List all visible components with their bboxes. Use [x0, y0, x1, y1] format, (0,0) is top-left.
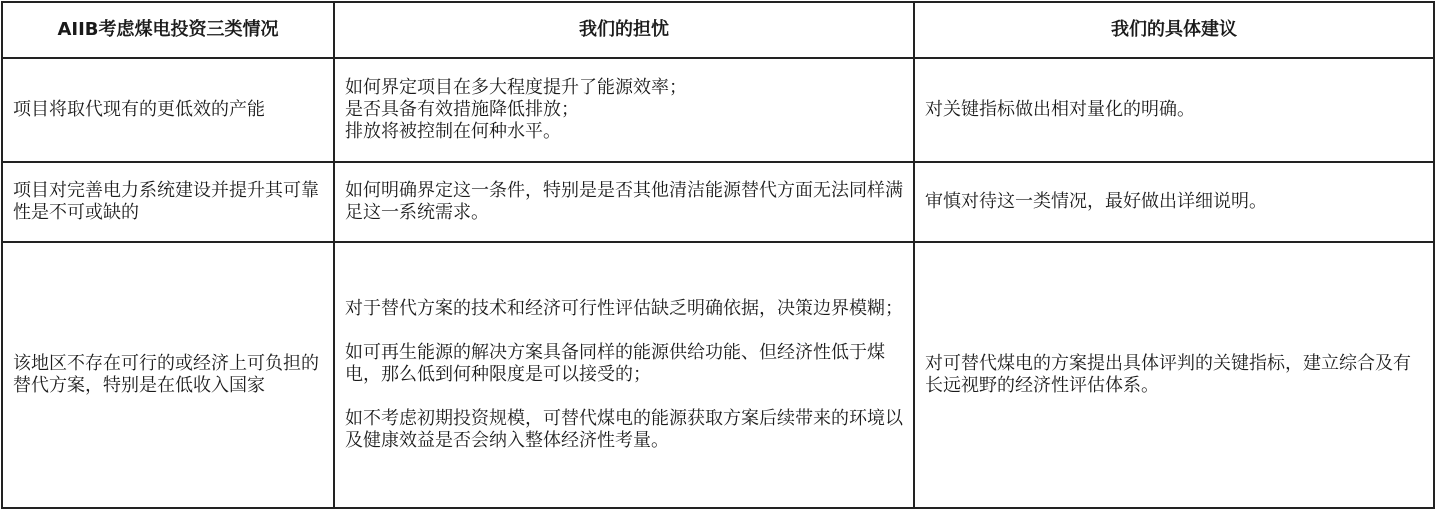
- suggestion-cell: 审慎对待这一类情况，最好做出详细说明。: [914, 162, 1434, 242]
- table-row: [2, 242, 1434, 508]
- concern-cell: [334, 58, 914, 162]
- table-row: [2, 58, 1434, 162]
- concern-paragraph: 如可再生能源的解决方案具备同样的能源供给功能、但经济性低于煤电，那么低到何种限度是可以接受的；: [345, 342, 885, 385]
- concern-line: 排放将被控制在何种水平。: [345, 121, 561, 142]
- situation-cell: 该地区不存在可行的或经济上可负担的替代方案，特别是在低收入国家: [2, 242, 334, 508]
- concern-cell: [334, 242, 914, 508]
- suggestion-cell: 对关键指标做出相对量化的明确。: [914, 58, 1434, 162]
- table-row: [2, 162, 1434, 242]
- coal-investment-table: [1, 1, 1435, 509]
- header-situation: AIIB考虑煤电投资三类情况: [2, 2, 334, 58]
- concern-paragraph: 如不考虑初期投资规模，可替代煤电的能源获取方案后续带来的环境以及健康效益是否会纳入整体经济性考量。: [345, 408, 903, 451]
- situation-cell: 项目将取代现有的更低效的产能: [2, 58, 334, 162]
- header-suggestions: 我们的具体建议: [914, 2, 1434, 58]
- concern-line: 是否具备有效措施降低排放；: [345, 99, 579, 120]
- situation-cell: 项目对完善电力系统建设并提升其可靠性是不可或缺的: [2, 162, 334, 242]
- suggestion-cell: 对可替代煤电的方案提出具体评判的关键指标，建立综合及有长远视野的经济性评估体系。: [914, 242, 1434, 508]
- header-concerns: 我们的担忧: [334, 2, 914, 58]
- concern-paragraph: 对于替代方案的技术和经济可行性评估缺乏明确依据，决策边界模糊；: [345, 298, 903, 319]
- concern-cell: 如何明确界定这一条件，特别是是否其他清洁能源替代方面无法同样满足这一系统需求。: [334, 162, 914, 242]
- header-row: [2, 2, 1434, 58]
- concern-line: 如何界定项目在多大程度提升了能源效率；: [345, 77, 687, 98]
